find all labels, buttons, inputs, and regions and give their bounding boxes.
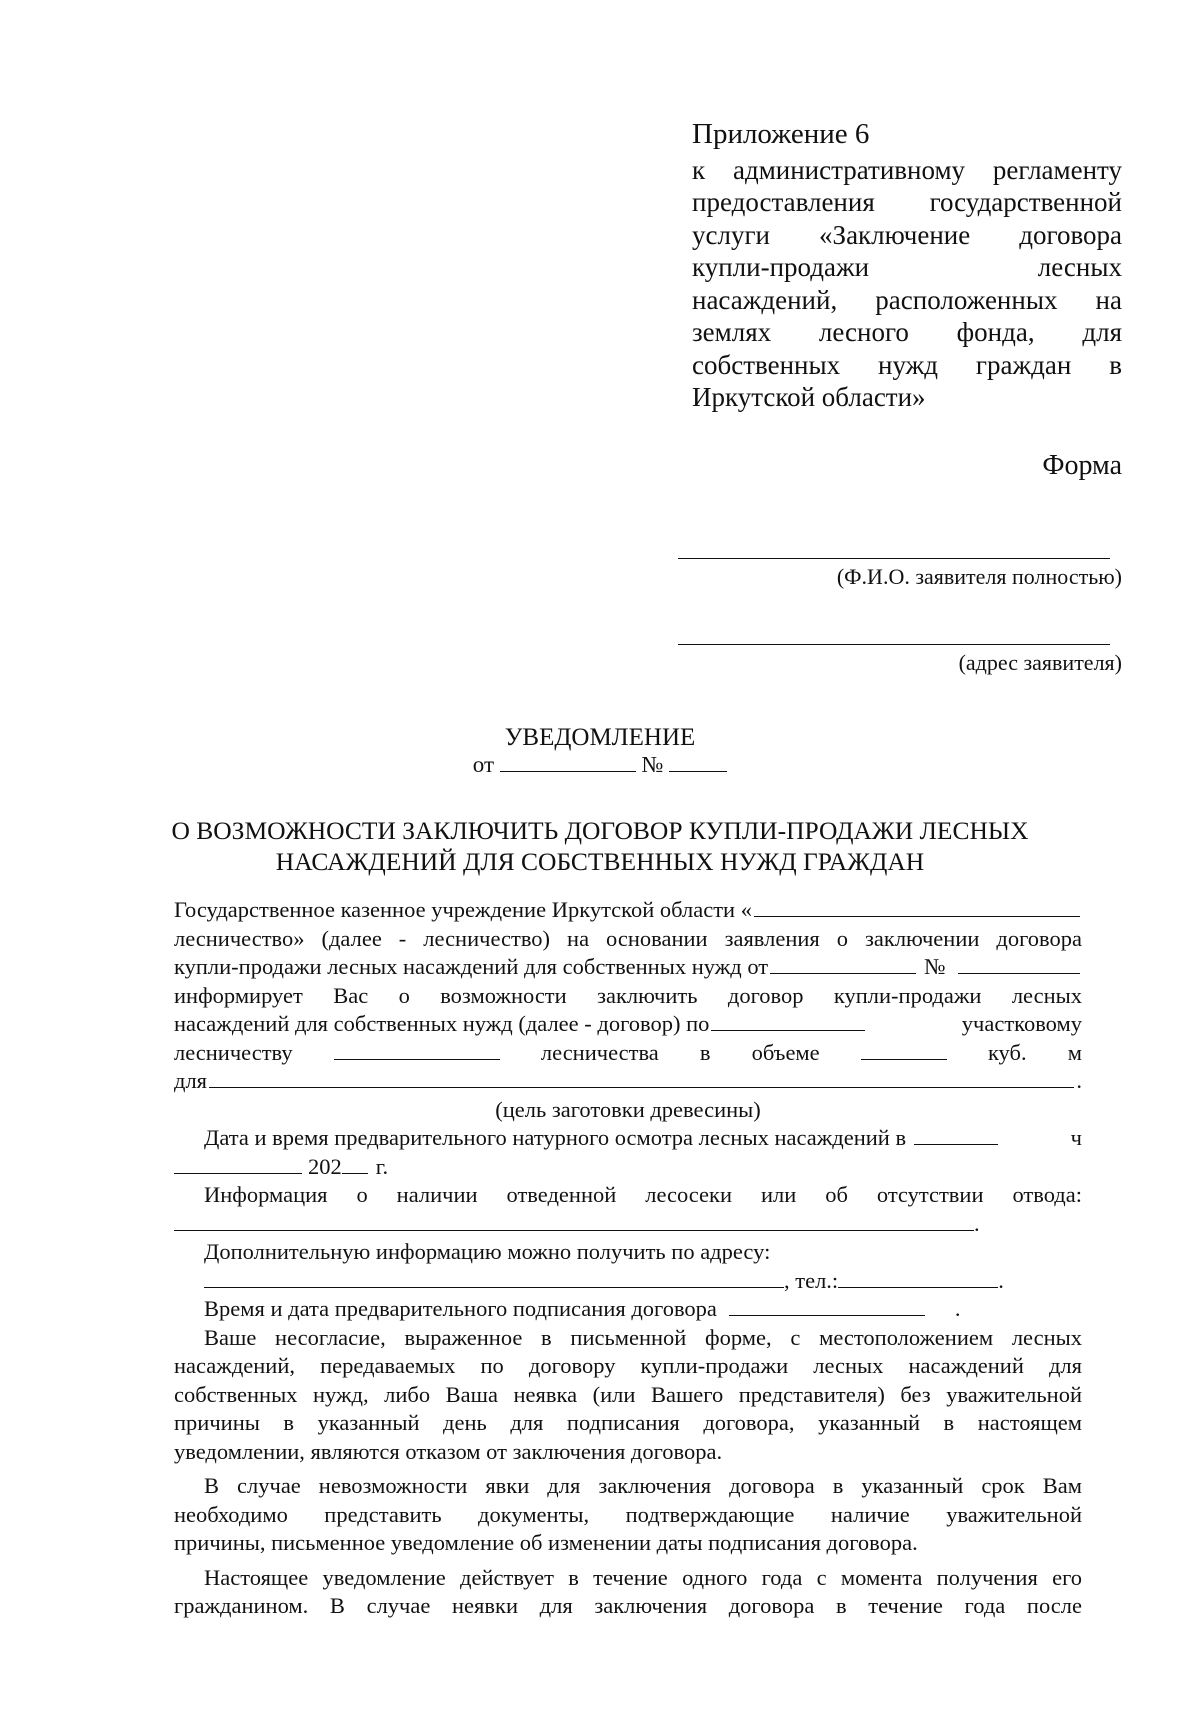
applicant-address-line[interactable] <box>678 644 1110 645</box>
inspection-date-field[interactable] <box>174 1154 302 1174</box>
body-line: купли-продажи лесных насаждений для собственных нужд от № <box>174 953 1082 982</box>
signing-time-field[interactable] <box>729 1296 925 1316</box>
body-line: причины в указанный день для подписания договора, указанный в настоящем <box>174 1410 1082 1435</box>
appendix-line: землях лесного фонда, для <box>692 317 1122 347</box>
body-line: Дата и время предварительного натурного осмотра лесных насаждений в ч <box>204 1125 1082 1150</box>
purpose-field[interactable] <box>209 1068 1074 1088</box>
appendix-line: собственных нужд граждан в <box>692 349 1122 380</box>
body-line: Время и дата предварительного подписания договора . <box>204 1296 961 1321</box>
body-line: насаждений, передаваемых по договору купли-продажи лесных насаждений для <box>174 1353 1082 1378</box>
body-line: Ваше несогласие, выраженное в письменной форме, с местоположением лесных <box>204 1324 1082 1350</box>
body-line: Настоящее уведомление действует в течение одного года с момента получения его <box>204 1564 1082 1590</box>
number-label: № <box>641 752 664 777</box>
body-line: лесничеству лесничества в объеме куб. м <box>174 1039 1082 1065</box>
district-field[interactable] <box>711 1011 865 1031</box>
body-line: Государственное казенное учреждение Иркутской области « <box>174 896 1082 925</box>
form-label: Форма <box>1042 450 1122 481</box>
body-line: насаждений для собственных нужд (далее - договор) по участковому <box>174 1011 1082 1036</box>
application-date-field[interactable] <box>770 954 916 974</box>
application-number-field[interactable] <box>958 954 1080 974</box>
appendix-title: Приложение 6 <box>692 118 870 150</box>
body-line: гражданином. В случае неявки для заключения договора в течение года после <box>174 1593 1082 1618</box>
notice-heading-line: О ВОЗМОЖНОСТИ ЗАКЛЮЧИТЬ ДОГОВОР КУПЛИ-ПРОДАЖИ ЛЕСНЫХ <box>171 816 1029 845</box>
body-line: информирует Вас о возможности заключить договор купли-продажи лесных <box>174 982 1082 1008</box>
notice-date-number <box>0 752 1200 778</box>
body-line: 202 г. <box>174 1153 1082 1182</box>
body-line: лесничество» (далее - лесничество) на основании заявления о заключении договора <box>174 925 1082 951</box>
notice-heading <box>0 815 1200 877</box>
notice-date-field[interactable] <box>500 752 636 772</box>
contact-address-field[interactable] <box>204 1268 784 1288</box>
from-label: от <box>472 752 495 777</box>
forestry-district-field[interactable] <box>334 1040 500 1060</box>
phone-field[interactable] <box>838 1268 998 1288</box>
volume-field[interactable] <box>861 1040 947 1060</box>
appendix-line: Иркутской области» <box>692 382 926 412</box>
notice-number-field[interactable] <box>669 752 727 772</box>
body-line: . <box>174 1210 1082 1239</box>
appendix-block <box>692 118 1122 414</box>
body-line: уведомлении, являются отказом от заключения договора. <box>174 1438 723 1464</box>
notice-body <box>174 896 1082 1621</box>
body-line: необходимо представить документы, подтверждающие наличие уважительной <box>174 1501 1082 1527</box>
appendix-line: предоставления государственной <box>692 187 1122 217</box>
notice-title: УВЕДОМЛЕНИЕ <box>504 724 696 751</box>
body-line: Дополнительную информацию можно получить по адресу: <box>204 1239 771 1264</box>
inspection-hour-field[interactable] <box>914 1125 998 1145</box>
plot-info-field[interactable] <box>174 1211 974 1231</box>
applicant-name-line[interactable] <box>678 558 1110 559</box>
purpose-caption: (цель заготовки древесины) <box>495 1096 761 1122</box>
applicant-address-caption: (адрес заявителя) <box>958 650 1122 675</box>
appendix-line: к административному регламенту <box>692 154 1122 185</box>
appendix-line: насаждений, расположенных на <box>692 284 1122 315</box>
appendix-line: услуги «Заключение договора <box>692 219 1122 250</box>
appendix-line: купли-продажи лесных <box>692 252 1122 282</box>
notice-heading-line: НАСАЖДЕНИЙ ДЛЯ СОБСТВЕННЫХ НУЖД ГРАЖДАН <box>275 847 925 876</box>
inspection-year-field[interactable] <box>342 1154 368 1174</box>
body-line: В случае невозможности явки для заключения договора в указанный срок Вам <box>204 1473 1082 1498</box>
applicant-name-caption: (Ф.И.О. заявителя полностью) <box>836 564 1122 589</box>
body-line: собственных нужд, либо Ваша неявка (или Вашего представителя) без уважительной <box>174 1381 1082 1407</box>
body-line: Информация о наличии отведенной лесосеки или об отсутствии отвода: <box>204 1182 1082 1207</box>
body-line: , тел.: . <box>174 1267 1082 1296</box>
body-line: для . <box>174 1068 1082 1093</box>
forestry-name-field[interactable] <box>754 897 1080 917</box>
body-line: причины, письменное уведомление об изменении даты подписания договора. <box>174 1530 918 1555</box>
